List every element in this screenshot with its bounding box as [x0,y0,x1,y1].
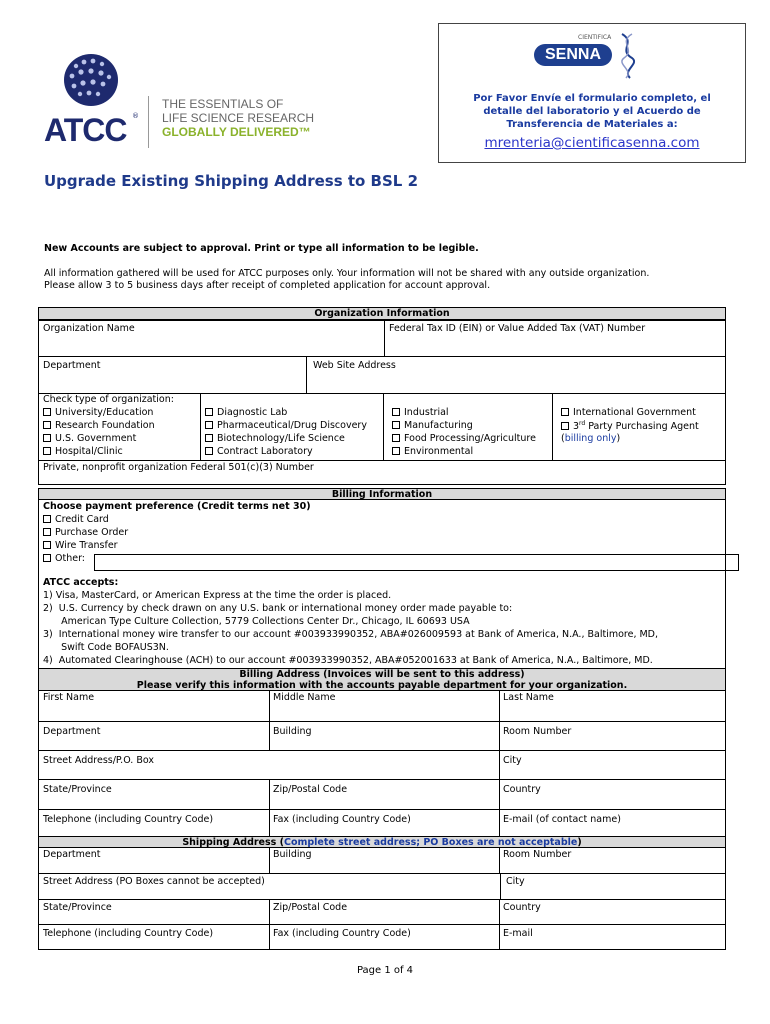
shipping-department-field[interactable]: Department [43,849,101,860]
org-type-biotech[interactable]: Biotechnology/Life Science [205,433,345,444]
nonprofit-row [38,460,726,485]
org-name-row [38,320,726,357]
checkbox[interactable] [205,408,213,416]
org-name-field[interactable]: Organization Name [43,323,135,334]
shipping-street-field[interactable]: Street Address (PO Boxes cannot be accepted) [43,876,265,887]
tax-id-field[interactable]: Federal Tax ID (EIN) or Value Added Tax (VAT) Number [389,323,646,334]
shipping-city-field[interactable]: City [506,876,525,887]
billing-department-field[interactable]: Department [43,726,101,737]
billing-country-field[interactable]: Country [503,784,541,795]
checkbox[interactable] [561,422,569,430]
org-type-research[interactable]: Research Foundation [43,420,155,431]
payment-credit-card[interactable]: Credit Card [43,514,109,525]
org-type-intl-government[interactable]: International Government [561,407,696,418]
accepts-line-2: 2) U.S. Currency by check drawn on any U.S. bank or international money order made payable to: [43,603,513,614]
billing-address-header-line-2: Please verify this information with the accounts payable department for your organization. [136,680,628,691]
billing-address-grid [38,690,726,840]
shipping-room-field[interactable]: Room Number [503,849,572,860]
billing-info-box [38,499,726,671]
senna-message-line-1: Por Favor Envíe el formulario completo, el [473,93,711,104]
billing-middle-name-field[interactable]: Middle Name [273,692,336,703]
org-department-row [38,356,726,394]
senna-message [439,92,745,131]
atcc-globe-icon [62,52,120,108]
senna-logo-word: SENNA [534,44,612,66]
billing-section-header: Billing Information [38,488,726,500]
atcc-accepts-title: ATCC accepts: [43,577,119,588]
billing-last-name-field[interactable]: Last Name [503,692,554,703]
senna-message-line-3: Transferencia de Materiales a: [506,119,678,130]
org-type-row [38,393,726,461]
billing-address-header-line-1: Billing Address (Invoices will be sent to this address) [239,669,525,680]
checkbox[interactable] [43,421,51,429]
shipping-zip-field[interactable]: Zip/Postal Code [273,902,348,913]
senna-logo [534,32,644,82]
shipping-fax-field[interactable]: Fax (including Country Code) [273,928,411,939]
senna-logo-small: CIENTIFICA [578,34,612,41]
atcc-wordmark: ATCC [44,112,127,148]
checkbox[interactable] [392,434,400,442]
payment-purchase-order[interactable]: Purchase Order [43,527,128,538]
intro-text [44,268,649,292]
org-type-industrial[interactable]: Industrial [392,407,449,418]
accepts-line-5: Swift Code BOFAUS3N. [43,642,169,653]
payment-other[interactable]: Other: [43,553,85,564]
page-number: Page 1 of 4 [356,965,414,976]
org-type-us-government[interactable]: U.S. Government [43,433,136,444]
tagline-line-3: GLOBALLY DELIVERED™ [162,125,311,139]
dna-helix-icon [616,32,640,80]
org-type-contract-lab[interactable]: Contract Laboratory [205,446,313,457]
website-field[interactable]: Web Site Address [313,360,396,371]
shipping-building-field[interactable]: Building [273,849,312,860]
page-title: Upgrade Existing Shipping Address to BSL 2 [44,172,419,190]
billing-city-field[interactable]: City [503,755,522,766]
billing-building-field[interactable]: Building [273,726,312,737]
payment-preference-title: Choose payment preference (Credit terms net 30) [43,501,311,512]
payment-wire-transfer[interactable]: Wire Transfer [43,540,118,551]
billing-room-field[interactable]: Room Number [503,726,572,737]
shipping-address-header: Shipping Address (Complete street address; PO Boxes are not acceptable) [38,836,726,848]
billing-state-field[interactable]: State/Province [43,784,112,795]
checkbox[interactable] [205,434,213,442]
org-type-hospital[interactable]: Hospital/Clinic [43,446,123,457]
senna-message-line-2: detalle del laboratorio y el Acuerdo de [483,106,701,117]
billing-fax-field[interactable]: Fax (including Country Code) [273,814,411,825]
org-section-header: Organization Information [38,307,726,320]
atcc-logo [40,52,320,152]
checkbox[interactable] [392,408,400,416]
org-type-third-party[interactable]: 3rd Party Purchasing Agent [561,420,699,432]
org-type-diagnostic[interactable]: Diagnostic Lab [205,407,287,418]
nonprofit-field[interactable]: Private, nonprofit organization Federal 501(c)(3) Number [43,462,314,473]
billing-first-name-field[interactable]: First Name [43,692,95,703]
checkbox[interactable] [43,447,51,455]
shipping-state-field[interactable]: State/Province [43,902,112,913]
tagline-line-1: THE ESSENTIALS OF [162,97,284,111]
accepts-line-6: 4) Automated Clearinghouse (ACH) to our account #003933990352, ABA#052001633 at Bank of America, N.A., Baltimore, MD. [43,655,653,666]
accepts-line-4: 3) International money wire transfer to our account #003933990352, ABA#026009593 at Bank of America, N.A., Baltimore, MD, [43,629,659,640]
org-type-environmental[interactable]: Environmental [392,446,473,457]
check-type-label: Check type of organization: [43,394,174,405]
accepts-line-1: 1) Visa, MasterCard, or American Express at the time the order is placed. [43,590,392,601]
billing-only-note: (billing only) [561,433,621,444]
tagline-line-2: LIFE SCIENCE RESEARCH [162,111,315,125]
org-type-pharma[interactable]: Pharmaceutical/Drug Discovery [205,420,367,431]
registered-mark: ® [132,112,139,120]
checkbox[interactable] [392,447,400,455]
checkbox[interactable] [205,421,213,429]
shipping-email-field[interactable]: E-mail [503,928,533,939]
billing-zip-field[interactable]: Zip/Postal Code [273,784,348,795]
org-type-food[interactable]: Food Processing/Agriculture [392,433,536,444]
senna-contact-box [438,23,746,163]
checkbox[interactable] [43,554,51,562]
accepts-line-3: American Type Culture Collection, 5779 Collections Center Dr., Chicago, IL 60693 USA [43,616,470,627]
org-department-field[interactable]: Department [43,360,101,371]
billing-street-field[interactable]: Street Address/P.O. Box [43,755,154,766]
checkbox[interactable] [43,541,51,549]
intro-line-1: All information gathered will be used for ATCC purposes only. Your information will not be shared with any outside organization. [44,268,650,279]
checkbox[interactable] [561,408,569,416]
shipping-country-field[interactable]: Country [503,902,541,913]
billing-email-field[interactable]: E-mail (of contact name) [503,814,621,825]
org-type-manufacturing[interactable]: Manufacturing [392,420,473,431]
checkbox[interactable] [43,528,51,536]
payment-other-input[interactable] [94,554,739,571]
senna-email-link[interactable]: mrenteria@cientificasenna.com [484,135,700,151]
checkbox[interactable] [43,515,51,523]
logo-divider [148,96,149,148]
checkbox[interactable] [392,421,400,429]
shipping-telephone-field[interactable]: Telephone (including Country Code) [43,928,214,939]
billing-address-header [38,668,726,691]
shipping-address-grid [38,847,726,950]
checkbox[interactable] [43,408,51,416]
billing-telephone-field[interactable]: Telephone (including Country Code) [43,814,214,825]
checkbox[interactable] [43,434,51,442]
intro-line-2: Please allow 3 to 5 business days after receipt of completed application for account approval. [44,280,491,291]
intro-bold: New Accounts are subject to approval. Print or type all information to be legible. [44,243,479,254]
org-type-university[interactable]: University/Education [43,407,153,418]
checkbox[interactable] [205,447,213,455]
